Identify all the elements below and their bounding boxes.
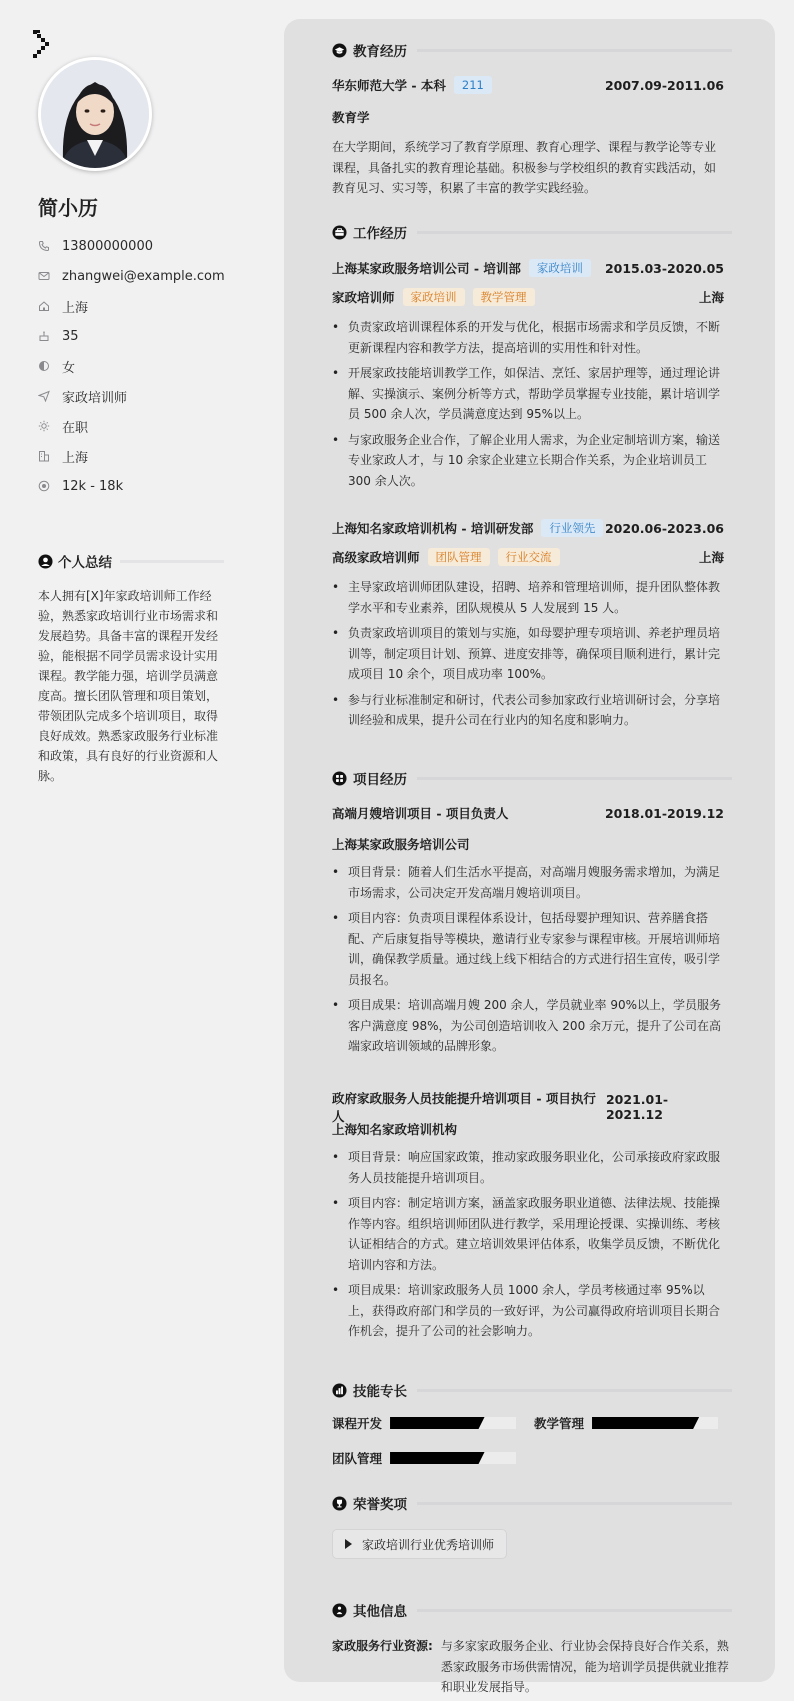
mail-icon xyxy=(38,269,58,283)
candidate-name: 简小历 xyxy=(38,196,98,220)
cake-icon xyxy=(38,329,58,343)
project-1-row xyxy=(332,804,724,822)
logo-icon xyxy=(33,30,51,58)
project-2-org: 上海知名家政培训机构 xyxy=(332,1122,458,1137)
email-value: zhangwei@example.com xyxy=(62,268,225,284)
education-period: 2007.09-2011.06 xyxy=(604,77,724,93)
job-1-role: 家政培训师 xyxy=(332,290,395,305)
list-item: • 参与行业标准制定和研讨，代表公司参加家政行业培训研讨会，分享培训经验和成果，提升公司在行业内的知名度和影响力。 xyxy=(332,690,724,731)
send-icon xyxy=(38,389,58,403)
info-status xyxy=(38,411,225,441)
salary-value: 12k - 18k xyxy=(62,478,124,494)
people-icon xyxy=(332,1603,347,1618)
education-description: 在大学期间，系统学习了教育学原理、教育心理学、课程与教学论等专业课程，具备扎实的教育理论基础。积极参与学校组织的教育实践活动，如教育见习、实习等，积累了丰富的教学实践经验。 xyxy=(332,140,717,195)
trophy-icon xyxy=(332,1496,347,1511)
info-phone xyxy=(38,231,225,261)
other-info-value: 与多家家政服务企业、行业协会保持良好合作关系，熟悉家政服务市场供需情况，能为培训学员提供就业推荐和职业发展指导。 xyxy=(440,1639,729,1694)
contact-info-list xyxy=(38,231,225,501)
job-1-city: 上海 xyxy=(698,290,724,305)
job-1-row xyxy=(332,259,724,277)
location-value: 上海 xyxy=(62,300,89,316)
job-2-bullets xyxy=(332,577,724,736)
school-tag: 211 xyxy=(454,76,492,94)
job-1-role-tag: 教学管理 xyxy=(473,288,535,306)
project-2-period: 2021.01-2021.12 xyxy=(605,1092,669,1122)
sidebar xyxy=(0,0,250,1701)
info-salary xyxy=(38,471,225,501)
info-age xyxy=(38,321,225,351)
other-heading xyxy=(332,1600,732,1620)
skill-bar-fill xyxy=(390,1452,485,1464)
education-row xyxy=(332,76,724,94)
skill-bar xyxy=(390,1417,516,1429)
education-title: 教育经历 xyxy=(353,44,407,60)
graduation-cap-icon xyxy=(332,43,347,58)
play-icon xyxy=(345,1539,352,1549)
skill-name: 团队管理 xyxy=(332,1451,383,1466)
info-gender xyxy=(38,351,225,381)
other-info-row xyxy=(332,1636,732,1698)
job-1-bullets xyxy=(332,317,724,496)
job-1-company: 上海某家政服务培训公司 - 培训部 xyxy=(332,261,521,276)
list-item: • 负责家政培训项目的策划与实施，如母婴护理专项培训、养老护理员培训等，制定项目计划、预算、进度安排等，确保项目顺利进行，累计完成项目 10 余个，项目成功率 100%。 xyxy=(332,623,724,685)
job-2-role-row xyxy=(332,548,724,566)
job-2-row xyxy=(332,519,724,537)
honors-heading xyxy=(332,1493,732,1513)
user-circle-icon xyxy=(38,554,53,569)
summary-text: 本人拥有[X]年家政培训师工作经验，熟悉家政培训行业市场需求和发展趋势。具备丰富的课程开发经验，能根据不同学员需求设计实用课程。教学能力强，培训学员满意度高。擅长团队管理和项目策划，带领团队完成多个培训项目，取得良好成效。熟悉家政服务行业标准和政策，具有良好的行业资源和人脉。 xyxy=(38,589,219,783)
avatar xyxy=(38,57,152,171)
coin-icon xyxy=(38,479,58,493)
list-item: • 负责家政培训课程体系的开发与优化，根据市场需求和学员反馈，不断更新课程内容和教学方法，提高培训的实用性和针对性。 xyxy=(332,317,724,358)
home-icon xyxy=(38,299,58,313)
skill-bar xyxy=(592,1417,718,1429)
job-2-period: 2020.06-2023.06 xyxy=(604,520,724,536)
main-panel xyxy=(284,19,775,1694)
list-item: • 项目背景：响应国家政策，推动家政服务职业化，公司承接政府家政服务人员技能提升培训项目。 xyxy=(332,1147,724,1188)
skill-name: 教学管理 xyxy=(534,1416,585,1431)
job-1-period: 2015.03-2020.05 xyxy=(604,260,724,276)
bar-chart-icon xyxy=(332,1383,347,1398)
skill-bar-fill xyxy=(390,1417,485,1429)
phone-value: 13800000000 xyxy=(62,238,153,254)
job-2-city: 上海 xyxy=(698,550,724,565)
list-item: • 项目背景：随着人们生活水平提高，对高端月嫂服务需求增加，为满足市场需求，公司决定开发高端月嫂培训项目。 xyxy=(332,862,724,903)
status-value: 在职 xyxy=(62,420,89,436)
list-item: • 项目成果：培训高端月嫂 200 余人，学员就业率 90%以上，学员服务客户满意度 98%，为公司创造培训收入 200 余万元，提升了公司在高端家政培训领域的品牌形象。 xyxy=(332,995,724,1057)
sun-icon xyxy=(38,419,58,433)
list-item: • 项目内容：制定培训方案，涵盖家政服务职业道德、法律法规、技能操作等内容。组织培训师团队进行教学，采用理论授课、实操训练、考核认证相结合的方式。建立培训效果评估体系，收集学员反馈，不断优化培训内容和方法。 xyxy=(332,1193,724,1275)
job-title-value: 家政培训师 xyxy=(62,390,128,406)
job-2-role: 高级家政培训师 xyxy=(332,550,420,565)
phone-icon xyxy=(38,239,58,253)
project-2-name: 政府家政服务人员技能提升培训项目 - 项目执行人 xyxy=(332,1091,596,1124)
job-1-role-tag: 家政培训 xyxy=(403,288,465,306)
job-2-role-tag: 团队管理 xyxy=(428,548,490,566)
job-1-company-tag: 家政培训 xyxy=(529,259,591,277)
skill-item xyxy=(332,1449,516,1467)
gender-value: 女 xyxy=(62,360,76,376)
work-title: 工作经历 xyxy=(353,226,407,242)
skill-bar xyxy=(390,1452,516,1464)
other-info-key: 家政服务行业资源: xyxy=(332,1639,433,1653)
project-1-period: 2018.01-2019.12 xyxy=(604,805,724,821)
summary-heading xyxy=(38,551,224,571)
education-heading xyxy=(332,40,732,60)
gender-icon xyxy=(38,359,58,373)
list-item: • 项目成果：培训家政服务人员 1000 余人，学员考核通过率 95%以上，获得政府部门和学员的一致好评，为公司赢得政府培训项目长期合作机会，提升了公司的社会影响力。 xyxy=(332,1280,724,1342)
list-item: • 项目内容：负责项目课程体系设计，包括母婴护理知识、营养膳食搭配、产后康复指导等模块，邀请行业专家参与课程审核。开展培训师培训，确保教学质量。通过线上线下相结合的方式进行招生宣传，吸引学员报名。 xyxy=(332,908,724,990)
info-location xyxy=(38,291,225,321)
skill-item xyxy=(534,1414,718,1432)
project-2-bullets xyxy=(332,1147,724,1347)
skill-item xyxy=(332,1414,516,1432)
honors-title: 荣誉奖项 xyxy=(353,1497,407,1513)
education-major: 教育学 xyxy=(332,110,370,125)
info-email xyxy=(38,261,225,291)
skills-title: 技能专长 xyxy=(353,1384,407,1400)
list-item: • 开展家政技能培训教学工作，如保洁、烹饪、家居护理等，通过理论讲解、实操演示、案例分析等方式，帮助学员掌握专业技能，累计培训学员 500 余人次，学员满意度达到 95%以上。 xyxy=(332,363,724,425)
grid-icon xyxy=(332,771,347,786)
award-item[interactable] xyxy=(332,1529,507,1559)
job-2-company: 上海知名家政培训机构 - 培训研发部 xyxy=(332,521,534,536)
award-label: 家政培训行业优秀培训师 xyxy=(362,1537,495,1552)
info-job-title xyxy=(38,381,225,411)
job-2-company-tag: 行业领先 xyxy=(541,519,603,537)
job-2-role-tag: 行业交流 xyxy=(498,548,560,566)
job-1-role-row xyxy=(332,288,724,306)
project-1-name: 高端月嫂培训项目 - 项目负责人 xyxy=(332,806,509,821)
project-1-bullets xyxy=(332,862,724,1062)
skill-name: 课程开发 xyxy=(332,1416,383,1431)
project-1-org: 上海某家政服务培训公司 xyxy=(332,837,470,852)
building-icon xyxy=(38,449,58,463)
briefcase-icon xyxy=(332,225,347,240)
school-name: 华东师范大学 - 本科 xyxy=(332,78,446,93)
other-title: 其他信息 xyxy=(353,1604,407,1620)
skill-bar-fill xyxy=(592,1417,699,1429)
list-item: • 主导家政培训师团队建设，招聘、培养和管理培训师，提升团队整体教学水平和专业素养，团队规模从 5 人发展到 15 人。 xyxy=(332,577,724,618)
projects-heading xyxy=(332,768,732,788)
age-value: 35 xyxy=(62,328,79,344)
target-city-value: 上海 xyxy=(62,450,89,466)
work-heading xyxy=(332,222,732,242)
info-target-city xyxy=(38,441,225,471)
summary-title: 个人总结 xyxy=(58,555,112,571)
list-item: • 与家政服务企业合作，了解企业用人需求，为企业定制培训方案，输送专业家政人才，与 10 余家企业建立长期合作关系，为企业培训员工 300 余人次。 xyxy=(332,430,724,492)
skills-heading xyxy=(332,1380,732,1400)
projects-title: 项目经历 xyxy=(353,772,407,788)
